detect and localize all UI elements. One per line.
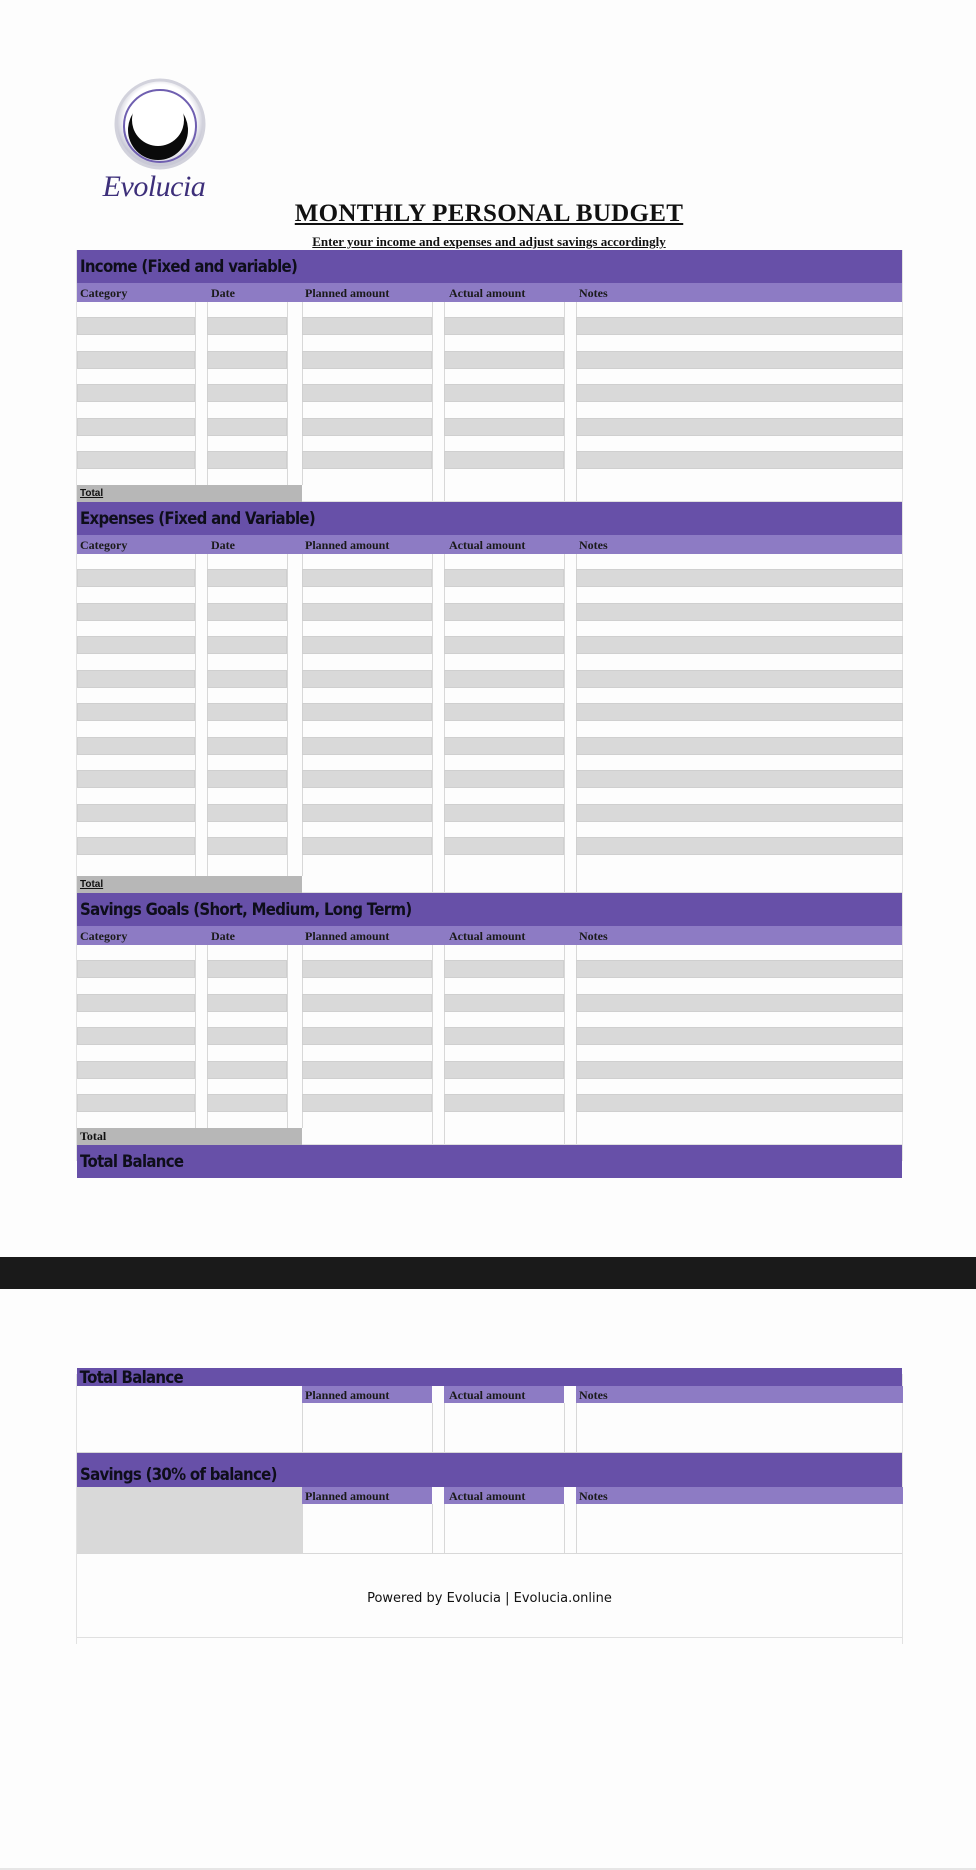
notes-input[interactable] [576,703,903,721]
category-input[interactable] [77,451,195,469]
evolucia-logo [98,78,210,214]
savings-planned-input[interactable] [303,1504,432,1553]
column-notes: Notes [579,1489,608,1503]
income-section-header [77,250,902,283]
date-input[interactable] [207,418,287,436]
column-divider [564,302,565,485]
category-input[interactable] [77,770,195,788]
notes-input[interactable] [576,317,903,335]
income-total-label: Total [77,485,302,502]
actual-amount-input[interactable] [444,703,564,721]
column-category: Category [80,538,128,552]
planned-amount-input[interactable] [302,804,432,822]
column-planned-amount: Planned amount [305,1388,390,1402]
column-divider [432,945,433,1128]
category-input[interactable] [77,670,195,688]
date-input[interactable] [207,384,287,402]
column-divider [564,554,565,876]
document-subtitle: Enter your income and expenses and adjust savings accordingly [312,234,666,249]
category-input[interactable] [77,351,195,369]
category-input[interactable] [77,960,195,978]
notes-input[interactable] [576,569,903,587]
category-input[interactable] [77,384,195,402]
column-divider [195,302,196,485]
savings-section-title: Savings (30% of balance) [80,1465,277,1485]
date-input[interactable] [207,770,287,788]
date-input[interactable] [207,737,287,755]
notes-input[interactable] [576,418,903,436]
actual-amount-input[interactable] [444,837,564,855]
planned-amount-input[interactable] [302,384,432,402]
total-balance-header [77,1368,902,1386]
planned-amount-input[interactable] [302,770,432,788]
notes-input[interactable] [576,1027,903,1045]
column-divider [195,945,196,1128]
notes-input[interactable] [576,960,903,978]
column-divider [287,945,288,1128]
planned-amount-input[interactable] [302,737,432,755]
column-actual-amount: Actual amount [449,1489,526,1503]
category-input[interactable] [77,994,195,1012]
actual-amount-input[interactable] [444,737,564,755]
notes-input[interactable] [576,1094,903,1112]
savings-category-cell [77,1504,302,1553]
document-title: MONTHLY PERSONAL BUDGET [294,200,684,227]
column-planned-amount: Planned amount [305,929,390,943]
budget-sheet-continued [76,1368,903,1644]
date-input[interactable] [207,451,287,469]
date-input[interactable] [207,351,287,369]
savings-goals-column-headers [77,926,902,945]
balance-notes-input[interactable] [577,1403,903,1452]
savings-goals-rows [77,945,902,1128]
column-date: Date [211,929,235,943]
total-balance-body [77,1403,902,1453]
planned-amount-input[interactable] [302,317,432,335]
savings-goals-total-row [77,1128,902,1145]
column-divider [432,554,433,876]
date-input[interactable] [207,837,287,855]
balance-actual-input[interactable] [445,1403,564,1452]
actual-amount-input[interactable] [444,317,564,335]
planned-amount-input[interactable] [302,569,432,587]
column-planned-amount: Planned amount [305,286,390,300]
column-notes: Notes [579,538,608,552]
date-input[interactable] [207,1094,287,1112]
notes-input[interactable] [576,351,903,369]
notes-input[interactable] [576,737,903,755]
category-input[interactable] [77,1027,195,1045]
planned-amount-input[interactable] [302,451,432,469]
savings-column-headers [77,1487,902,1504]
actual-amount-input[interactable] [444,960,564,978]
page-break-bar [0,1257,976,1289]
planned-amount-input[interactable] [302,837,432,855]
planned-amount-input[interactable] [302,670,432,688]
planned-amount-input[interactable] [302,1027,432,1045]
savings-section-header [77,1453,902,1487]
column-actual-amount: Actual amount [449,286,526,300]
column-actual-amount: Actual amount [449,929,526,943]
total-balance-title-top: Total Balance [80,1152,184,1172]
notes-input[interactable] [576,837,903,855]
planned-amount-input[interactable] [302,351,432,369]
date-input[interactable] [207,1027,287,1045]
budget-sheet [76,250,903,1172]
notes-input[interactable] [576,804,903,822]
column-notes: Notes [579,286,608,300]
date-input[interactable] [207,603,287,621]
total-balance-header-top [77,1145,902,1178]
column-planned-amount: Planned amount [305,1489,390,1503]
income-rows [77,302,902,485]
notes-input[interactable] [576,770,903,788]
column-category: Category [80,929,128,943]
date-input[interactable] [207,994,287,1012]
date-input[interactable] [207,317,287,335]
date-input[interactable] [207,804,287,822]
category-input[interactable] [77,804,195,822]
expenses-total-row [77,876,902,893]
footer [77,1554,902,1638]
column-actual-amount: Actual amount [449,1388,526,1402]
balance-planned-input[interactable] [303,1403,432,1452]
column-notes: Notes [579,929,608,943]
date-input[interactable] [207,636,287,654]
column-actual-amount: Actual amount [449,538,526,552]
actual-amount-input[interactable] [444,603,564,621]
notes-input[interactable] [576,670,903,688]
actual-amount-input[interactable] [444,670,564,688]
column-divider [195,554,196,876]
notes-input[interactable] [576,636,903,654]
income-total-row [77,485,902,502]
column-date: Date [211,538,235,552]
planned-amount-input[interactable] [302,1061,432,1079]
category-input[interactable] [77,418,195,436]
actual-amount-input[interactable] [444,770,564,788]
column-category: Category [80,286,128,300]
category-input[interactable] [77,569,195,587]
expenses-rows [77,554,902,876]
income-column-headers [77,283,902,302]
actual-amount-input[interactable] [444,569,564,587]
actual-amount-input[interactable] [444,1027,564,1045]
expenses-section-title: Expenses (Fixed and Variable) [80,508,315,529]
logo-wordmark: Evolucia [102,170,206,203]
category-input[interactable] [77,603,195,621]
actual-amount-input[interactable] [444,636,564,654]
notes-input[interactable] [576,994,903,1012]
savings-goals-section-header [77,893,902,926]
column-divider [564,945,565,1128]
savings-goals-total-label: Total [77,1128,302,1145]
actual-amount-input[interactable] [444,804,564,822]
savings-body [77,1504,902,1554]
savings-goals-section-title: Savings Goals (Short, Medium, Long Term) [80,899,412,920]
notes-input[interactable] [576,384,903,402]
category-input[interactable] [77,1094,195,1112]
category-input[interactable] [77,636,195,654]
actual-amount-input[interactable] [444,384,564,402]
date-input[interactable] [207,960,287,978]
actual-amount-input[interactable] [444,451,564,469]
column-notes: Notes [579,1388,608,1402]
category-input[interactable] [77,703,195,721]
actual-amount-input[interactable] [444,1094,564,1112]
date-input[interactable] [207,670,287,688]
planned-amount-input[interactable] [302,603,432,621]
actual-amount-input[interactable] [444,1061,564,1079]
savings-actual-input[interactable] [445,1504,564,1553]
expenses-column-headers [77,535,902,554]
footer-powered-by: Powered by Evolucia | Evolucia.online [367,1591,612,1606]
savings-notes-input[interactable] [577,1504,903,1553]
planned-amount-input[interactable] [302,636,432,654]
actual-amount-input[interactable] [444,418,564,436]
column-divider [432,302,433,485]
column-planned-amount: Planned amount [305,538,390,552]
notes-input[interactable] [576,603,903,621]
date-input[interactable] [207,703,287,721]
column-divider [287,554,288,876]
expenses-section-header [77,502,902,535]
column-divider [287,302,288,485]
notes-input[interactable] [576,1061,903,1079]
actual-amount-input[interactable] [444,351,564,369]
crescent-moon-icon [98,78,210,178]
income-section-title: Income (Fixed and variable) [80,256,298,277]
planned-amount-input[interactable] [302,1094,432,1112]
total-balance-column-headers [77,1386,902,1403]
column-date: Date [211,286,235,300]
planned-amount-input[interactable] [302,994,432,1012]
notes-input[interactable] [576,451,903,469]
date-input[interactable] [207,1061,287,1079]
category-input[interactable] [77,837,195,855]
category-input[interactable] [77,1061,195,1079]
planned-amount-input[interactable] [302,960,432,978]
total-balance-title: Total Balance [79,1368,183,1388]
expenses-total-label: Total [77,876,302,893]
planned-amount-input[interactable] [302,418,432,436]
category-input[interactable] [77,317,195,335]
category-input[interactable] [77,737,195,755]
date-input[interactable] [207,569,287,587]
planned-amount-input[interactable] [302,703,432,721]
actual-amount-input[interactable] [444,994,564,1012]
